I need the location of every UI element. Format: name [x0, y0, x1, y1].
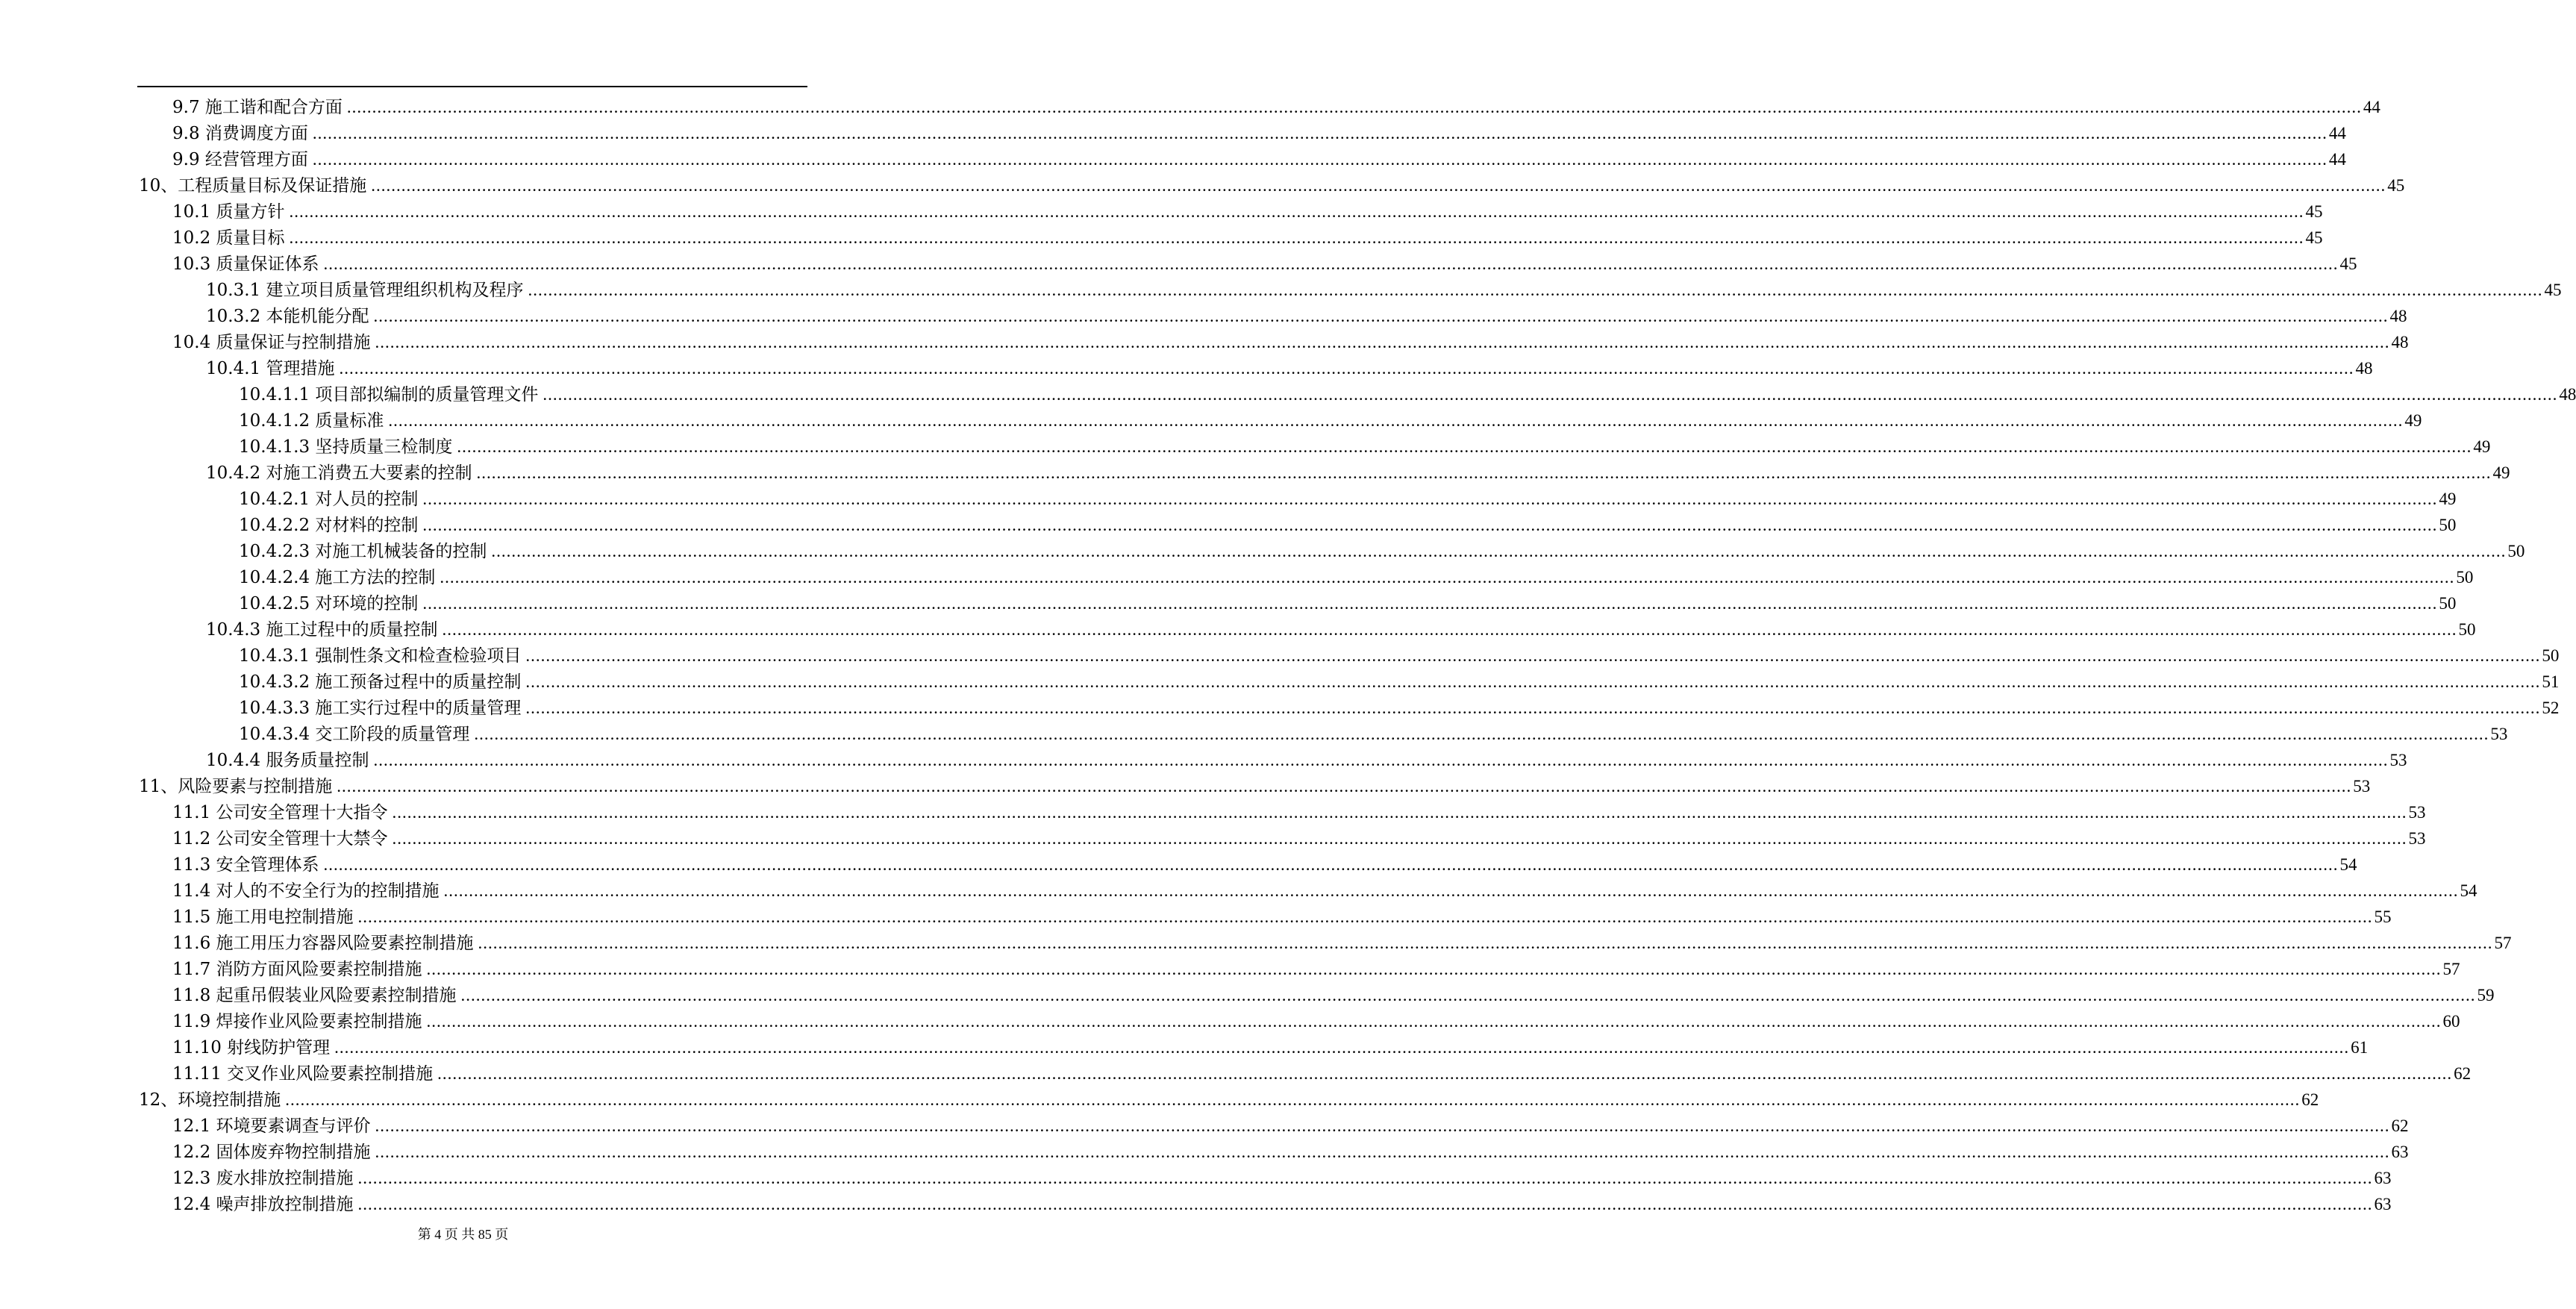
toc-entry[interactable] [139, 381, 2576, 407]
toc-entry[interactable] [139, 486, 2457, 512]
toc-entry[interactable] [139, 1008, 2460, 1034]
toc-entry-page-number: 49 [2404, 411, 2422, 430]
toc-entry-title: 11.7 消防方面风险要素控制措施 [172, 960, 422, 979]
toc-entry-page-number: 49 [2439, 490, 2457, 508]
toc-entry-title: 12.2 固体废弃物控制措施 [172, 1143, 371, 1162]
toc-entry-page-number: 49 [2473, 437, 2491, 456]
toc-leader-dots: ................................................................................................................................................................................................................................................................................................................................................................................................................ [426, 1012, 2442, 1031]
toc-leader-dots: ................................................................................................................................................................................................................................................................................................................................................................................................................ [357, 1195, 2373, 1213]
toc-entry-title: 10.4.2.2 对材料的控制 [239, 516, 419, 535]
toc-entry[interactable] [139, 669, 2560, 695]
toc-leader-dots: ................................................................................................................................................................................................................................................................................................................................................................................................................ [375, 1116, 2390, 1135]
toc-entry-title: 11.9 焊接作业风险要素控制措施 [172, 1012, 422, 1031]
toc-leader-dots: ................................................................................................................................................................................................................................................................................................................................................................................................................ [543, 385, 2558, 404]
toc-leader-dots: ................................................................................................................................................................................................................................................................................................................................................................................................................ [422, 594, 2438, 613]
toc-entry-title: 10.4.2 对施工消费五大要素的控制 [206, 463, 472, 483]
toc-entry-title: 10.3 质量保证体系 [172, 254, 319, 274]
toc-entry-page-number: 52 [2542, 699, 2560, 717]
toc-leader-dots: ................................................................................................................................................................................................................................................................................................................................................................................................................ [440, 568, 2455, 587]
toc-leader-dots: ................................................................................................................................................................................................................................................................................................................................................................................................................ [323, 855, 2339, 874]
toc-entry[interactable] [139, 773, 2371, 799]
toc-entry[interactable] [139, 512, 2457, 538]
toc-entry-page-number: 62 [2391, 1116, 2409, 1135]
toc-entry[interactable] [139, 564, 2474, 590]
toc-leader-dots: ................................................................................................................................................................................................................................................................................................................................................................................................................ [388, 411, 2404, 430]
toc-leader-dots: ................................................................................................................................................................................................................................................................................................................................................................................................................ [312, 150, 2328, 169]
toc-entry-page-number: 48 [2389, 307, 2407, 325]
toc-entry-page-number: 45 [2387, 176, 2405, 195]
toc-entry-title: 11.11 交叉作业风险要素控制措施 [172, 1064, 434, 1084]
toc-leader-dots: ................................................................................................................................................................................................................................................................................................................................................................................................................ [373, 751, 2389, 769]
toc-entry-page-number: 62 [2301, 1090, 2319, 1109]
toc-entry-title: 10.4.3.3 施工实行过程中的质量管理 [239, 699, 522, 718]
toc-entry[interactable] [139, 225, 2323, 251]
toc-leader-dots: ................................................................................................................................................................................................................................................................................................................................................................................................................ [375, 1143, 2390, 1161]
toc-entry-title: 10、工程质量目标及保证措施 [139, 176, 367, 196]
toc-leader-dots: ................................................................................................................................................................................................................................................................................................................................................................................................................ [357, 907, 2373, 926]
toc-entry-page-number: 63 [2374, 1169, 2392, 1187]
toc-leader-dots: ................................................................................................................................................................................................................................................................................................................................................................................................................ [373, 307, 2389, 325]
toc-entry[interactable] [139, 199, 2323, 225]
toc-entry[interactable] [139, 590, 2457, 616]
toc-entry-page-number: 51 [2542, 672, 2560, 691]
toc-entry[interactable] [139, 251, 2357, 277]
toc-entry[interactable] [139, 982, 2495, 1008]
toc-entry-title: 10.4.1.3 坚持质量三检制度 [239, 437, 453, 457]
toc-entry-title: 10.4.2.1 对人员的控制 [239, 490, 419, 509]
toc-entry[interactable] [139, 538, 2525, 564]
toc-entry-page-number: 54 [2339, 855, 2357, 874]
toc-entry[interactable] [139, 172, 2405, 199]
toc-entry-page-number: 54 [2460, 881, 2477, 900]
toc-entry-page-number: 45 [2305, 202, 2323, 221]
toc-entry-page-number: 60 [2442, 1012, 2460, 1031]
toc-entry-title: 10.4.4 服务质量控制 [206, 751, 369, 770]
toc-entry-page-number: 53 [2408, 803, 2426, 822]
toc-entry[interactable] [139, 852, 2357, 878]
toc-entry[interactable] [139, 460, 2510, 486]
toc-leader-dots: ................................................................................................................................................................................................................................................................................................................................................................................................................ [525, 646, 2541, 665]
toc-leader-dots: ................................................................................................................................................................................................................................................................................................................................................................................................................ [443, 881, 2459, 900]
toc-leader-dots: ................................................................................................................................................................................................................................................................................................................................................................................................................ [357, 1169, 2373, 1187]
toc-entry[interactable] [139, 146, 2346, 172]
toc-leader-dots: ................................................................................................................................................................................................................................................................................................................................................................................................................ [392, 803, 2407, 822]
toc-entry-page-number: 55 [2374, 907, 2392, 926]
toc-entry[interactable] [139, 1113, 2409, 1139]
header-rule [137, 86, 807, 87]
toc-entry[interactable] [139, 303, 2407, 329]
table-of-contents [139, 94, 2576, 1217]
toc-entry-title: 10.2 质量目标 [172, 228, 285, 248]
toc-entry-title: 11.6 施工用压力容器风险要素控制措施 [172, 934, 474, 953]
toc-entry-page-number: 44 [2363, 98, 2380, 116]
toc-entry-page-number: 53 [2408, 829, 2426, 848]
toc-entry[interactable] [139, 94, 2380, 120]
toc-leader-dots: ................................................................................................................................................................................................................................................................................................................................................................................................................ [375, 333, 2390, 352]
toc-leader-dots: ................................................................................................................................................................................................................................................................................................................................................................................................................ [474, 725, 2489, 743]
toc-entry-title: 9.8 消费调度方面 [172, 124, 308, 143]
toc-leader-dots: ................................................................................................................................................................................................................................................................................................................................................................................................................ [478, 934, 2493, 952]
toc-entry-page-number: 45 [2339, 254, 2357, 273]
toc-leader-dots: ................................................................................................................................................................................................................................................................................................................................................................................................................ [339, 359, 2354, 378]
toc-entry[interactable] [139, 695, 2560, 721]
toc-entry-title: 11.1 公司安全管理十大指令 [172, 803, 388, 822]
toc-entry-title: 10.4.2.4 施工方法的控制 [239, 568, 436, 587]
toc-entry-page-number: 44 [2328, 150, 2346, 169]
toc-leader-dots: ................................................................................................................................................................................................................................................................................................................................................................................................................ [460, 986, 2476, 1005]
toc-entry-title: 11.3 安全管理体系 [172, 855, 319, 875]
toc-entry[interactable] [139, 407, 2422, 434]
toc-entry-page-number: 53 [2353, 777, 2371, 796]
toc-entry-title: 10.4.3 施工过程中的质量控制 [206, 620, 438, 640]
toc-leader-dots: ................................................................................................................................................................................................................................................................................................................................................................................................................ [426, 960, 2442, 978]
page-footer: 第 4 页 共 85 页 [417, 1227, 509, 1242]
toc-entry-title: 9.7 施工谐和配合方面 [172, 98, 343, 117]
toc-leader-dots: ................................................................................................................................................................................................................................................................................................................................................................................................................ [346, 98, 2362, 116]
toc-entry[interactable] [139, 1087, 2319, 1113]
toc-entry-title: 10.4.3.2 施工预备过程中的质量控制 [239, 672, 522, 692]
toc-entry-title: 11.10 射线防护管理 [172, 1038, 331, 1057]
toc-leader-dots: ................................................................................................................................................................................................................................................................................................................................................................................................................ [334, 1038, 2350, 1057]
toc-leader-dots: ................................................................................................................................................................................................................................................................................................................................................................................................................ [312, 124, 2328, 143]
toc-entry-page-number: 63 [2391, 1143, 2409, 1161]
toc-entry-page-number: 48 [2559, 385, 2576, 404]
toc-entry[interactable] [139, 434, 2491, 460]
toc-entry-title: 12.3 废水排放控制措施 [172, 1169, 354, 1188]
toc-entry-page-number: 53 [2389, 751, 2407, 769]
toc-entry[interactable] [139, 120, 2346, 146]
toc-entry-title: 10.3.1 建立项目质量管理组织机构及程序 [206, 281, 524, 300]
toc-entry[interactable] [139, 1034, 2369, 1060]
toc-leader-dots: ................................................................................................................................................................................................................................................................................................................................................................................................................ [337, 777, 2352, 796]
toc-entry-page-number: 59 [2477, 986, 2495, 1005]
toc-leader-dots: ................................................................................................................................................................................................................................................................................................................................................................................................................ [528, 281, 2543, 299]
toc-entry[interactable] [139, 643, 2560, 669]
toc-entry-title: 12.4 噪声排放控制措施 [172, 1195, 354, 1214]
toc-leader-dots: ................................................................................................................................................................................................................................................................................................................................................................................................................ [323, 254, 2339, 273]
toc-leader-dots: ................................................................................................................................................................................................................................................................................................................................................................................................................ [371, 176, 2386, 195]
toc-entry-page-number: 48 [2355, 359, 2373, 378]
toc-entry-page-number: 50 [2458, 620, 2476, 639]
toc-entry[interactable] [139, 1165, 2392, 1191]
toc-entry-title: 10.4.3.4 交工阶段的质量管理 [239, 725, 470, 744]
toc-leader-dots: ................................................................................................................................................................................................................................................................................................................................................................................................................ [285, 1090, 2301, 1109]
toc-entry-title: 12、环境控制措施 [139, 1090, 281, 1110]
toc-entry-title: 10.4.3.1 强制性条文和检查检验项目 [239, 646, 522, 666]
toc-leader-dots: ................................................................................................................................................................................................................................................................................................................................................................................................................ [525, 672, 2541, 691]
toc-entry-title: 10.4.1 管理措施 [206, 359, 335, 378]
toc-entry[interactable] [139, 1060, 2472, 1087]
toc-entry-page-number: 53 [2490, 725, 2508, 743]
toc-entry-page-number: 50 [2507, 542, 2525, 560]
toc-leader-dots: ................................................................................................................................................................................................................................................................................................................................................................................................................ [392, 829, 2407, 848]
toc-entry-title: 11.8 起重吊假装业风险要素控制措施 [172, 986, 457, 1005]
toc-leader-dots: ................................................................................................................................................................................................................................................................................................................................................................................................................ [422, 490, 2438, 508]
toc-entry-page-number: 50 [2456, 568, 2474, 587]
toc-entry-title: 10.1 质量方针 [172, 202, 285, 222]
toc-entry-title: 10.4.1.1 项目部拟编制的质量管理文件 [239, 385, 539, 404]
toc-leader-dots: ................................................................................................................................................................................................................................................................................................................................................................................................................ [442, 620, 2457, 639]
toc-entry-title: 10.4.2.5 对环境的控制 [239, 594, 419, 613]
toc-entry-page-number: 57 [2442, 960, 2460, 978]
toc-entry-title: 10.4 质量保证与控制措施 [172, 333, 371, 352]
toc-entry-title: 10.4.1.2 质量标准 [239, 411, 384, 431]
toc-entry[interactable] [139, 747, 2407, 773]
toc-entry-page-number: 50 [2542, 646, 2560, 665]
toc-leader-dots: ................................................................................................................................................................................................................................................................................................................................................................................................................ [457, 437, 2472, 456]
toc-leader-dots: ................................................................................................................................................................................................................................................................................................................................................................................................................ [422, 516, 2438, 534]
toc-entry-title: 10.3.2 本能机能分配 [206, 307, 369, 326]
toc-entry-title: 12.1 环境要素调查与评价 [172, 1116, 371, 1136]
toc-entry[interactable] [139, 1139, 2409, 1165]
toc-entry[interactable] [139, 799, 2426, 825]
toc-entry-title: 9.9 经营管理方面 [172, 150, 308, 169]
toc-entry[interactable] [139, 956, 2460, 982]
toc-entry-page-number: 63 [2374, 1195, 2392, 1213]
toc-entry-title: 11.4 对人的不安全行为的控制措施 [172, 881, 440, 901]
toc-entry[interactable] [139, 1191, 2392, 1217]
toc-entry-page-number: 62 [2454, 1064, 2472, 1083]
toc-entry-title: 11、风险要素与控制措施 [139, 777, 333, 796]
toc-entry-page-number: 48 [2391, 333, 2409, 352]
toc-entry[interactable] [139, 616, 2476, 643]
toc-entry-page-number: 61 [2351, 1038, 2369, 1057]
toc-leader-dots: ................................................................................................................................................................................................................................................................................................................................................................................................................ [525, 699, 2541, 717]
toc-leader-dots: ................................................................................................................................................................................................................................................................................................................................................................................................................ [289, 228, 2304, 247]
toc-entry-title: 11.2 公司安全管理十大禁令 [172, 829, 388, 849]
toc-leader-dots: ................................................................................................................................................................................................................................................................................................................................................................................................................ [491, 542, 2507, 560]
toc-entry-page-number: 50 [2439, 516, 2457, 534]
toc-entry[interactable] [139, 930, 2512, 956]
toc-leader-dots: ................................................................................................................................................................................................................................................................................................................................................................................................................ [437, 1064, 2453, 1083]
toc-leader-dots: ................................................................................................................................................................................................................................................................................................................................................................................................................ [476, 463, 2492, 482]
toc-entry[interactable] [139, 355, 2373, 381]
toc-entry[interactable] [139, 277, 2562, 303]
toc-entry-page-number: 45 [2544, 281, 2562, 299]
toc-entry-page-number: 45 [2305, 228, 2323, 247]
toc-entry-page-number: 44 [2328, 124, 2346, 143]
toc-entry-page-number: 50 [2439, 594, 2457, 613]
toc-entry[interactable] [139, 721, 2508, 747]
toc-entry[interactable] [139, 825, 2426, 852]
toc-leader-dots: ................................................................................................................................................................................................................................................................................................................................................................................................................ [289, 202, 2304, 221]
toc-entry[interactable] [139, 904, 2392, 930]
toc-entry-title: 10.4.2.3 对施工机械装备的控制 [239, 542, 487, 561]
toc-entry-page-number: 49 [2492, 463, 2510, 482]
toc-entry-page-number: 57 [2494, 934, 2512, 952]
toc-entry[interactable] [139, 329, 2409, 355]
toc-entry[interactable] [139, 878, 2477, 904]
toc-entry-title: 11.5 施工用电控制措施 [172, 907, 354, 927]
